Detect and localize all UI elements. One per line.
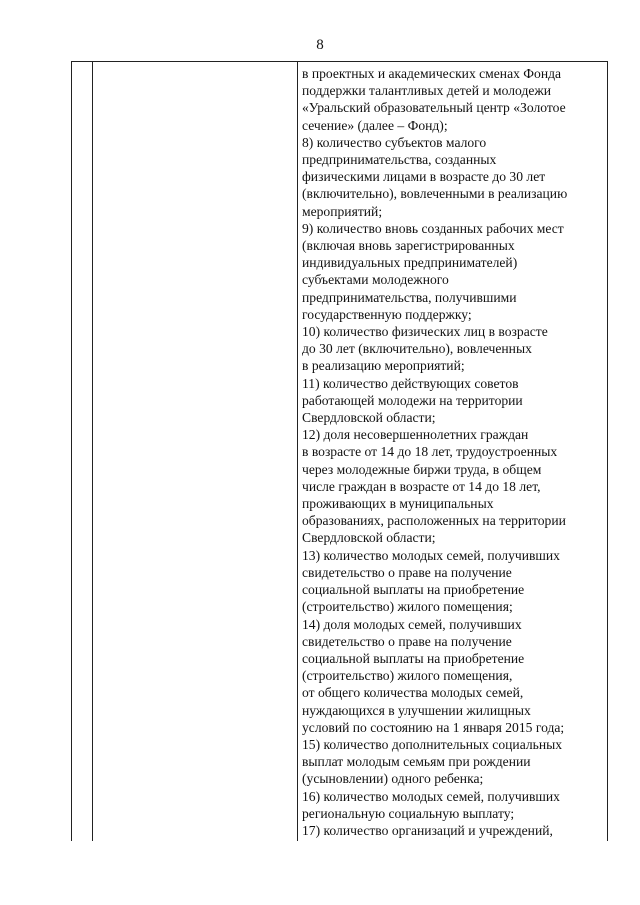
text-line: 9) количество вновь созданных рабочих мест <box>302 220 564 236</box>
page-number: 8 <box>316 37 324 53</box>
text-line: проживающих в муниципальных <box>302 496 494 512</box>
text-line: мероприятий; <box>302 203 383 219</box>
text-line: 10) количество физических лиц в возрасте <box>302 324 548 340</box>
text-line: от общего количества молодых семей, <box>302 685 524 701</box>
text-line: социальной выплаты на приобретение <box>302 650 525 666</box>
table-column-name <box>93 62 298 841</box>
text-line: в реализацию мероприятий; <box>302 358 465 374</box>
text-line: государственную поддержку; <box>302 306 472 322</box>
text-line: свидетельство о праве на получение <box>302 564 512 580</box>
text-line: региональную социальную выплату; <box>302 805 515 821</box>
table-column-indicators <box>298 62 607 841</box>
text-line: 14) доля молодых семей, получивших <box>302 616 522 632</box>
text-line: нуждающихся в улучшении жилищных <box>302 702 531 718</box>
text-line: свидетельство о праве на получение <box>302 633 512 649</box>
text-line: 15) количество дополнительных социальных <box>302 736 563 752</box>
text-line: в возрасте от 14 до 18 лет, трудоустроенных <box>302 444 558 460</box>
text-line: числе граждан в возрасте от 14 до 18 лет, <box>302 478 541 494</box>
indicators-table <box>71 61 608 841</box>
table-column-number <box>72 62 93 841</box>
text-line: (включительно), вовлеченными в реализацию <box>302 186 568 202</box>
text-line: 11) количество действующих советов <box>302 375 519 391</box>
text-line: 17) количество организаций и учреждений, <box>302 822 553 838</box>
text-line: сечение» (далее – Фонд); <box>302 117 448 133</box>
text-line: физическими лицами в возрасте до 30 лет <box>302 169 546 185</box>
text-line: (включая вновь зарегистрированных <box>302 238 515 254</box>
text-line: 8) количество субъектов малого <box>302 134 487 150</box>
text-line: выплат молодым семьям при рождении <box>302 754 531 770</box>
text-line: 16) количество молодых семей, получивших <box>302 788 560 804</box>
indicator-text-lines <box>302 65 607 839</box>
text-line: (строительство) жилого помещения; <box>302 599 513 615</box>
text-line: (усыновлении) одного ребенка; <box>302 771 484 787</box>
text-line: поддержки талантливых детей и молодежи <box>302 83 552 99</box>
text-line: в проектных и академических сменах Фонда <box>302 66 562 81</box>
text-line: 13) количество молодых семей, получивших <box>302 547 560 563</box>
text-line: до 30 лет (включительно), вовлеченных <box>302 341 532 357</box>
text-line: «Уральский образовательный центр «Золотое <box>302 100 566 116</box>
text-line: через молодежные биржи труда, в общем <box>302 461 542 477</box>
text-line: Свердловской области; <box>302 410 436 426</box>
text-line: индивидуальных предпринимателей) <box>302 255 518 271</box>
text-line: 12) доля несовершеннолетних граждан <box>302 427 529 443</box>
text-line: предпринимательства, получившими <box>302 289 517 305</box>
text-line: Свердловской области; <box>302 530 436 546</box>
text-line: условий по состоянию на 1 января 2015 года; <box>302 719 565 735</box>
text-line: предпринимательства, созданных <box>302 152 497 168</box>
text-line: работающей молодежи на территории <box>302 392 523 408</box>
text-line: социальной выплаты на приобретение <box>302 582 525 598</box>
text-line: образованиях, расположенных на территории <box>302 513 566 529</box>
text-line: субъектами молодежного <box>302 272 449 288</box>
text-line: (строительство) жилого помещения, <box>302 668 513 684</box>
